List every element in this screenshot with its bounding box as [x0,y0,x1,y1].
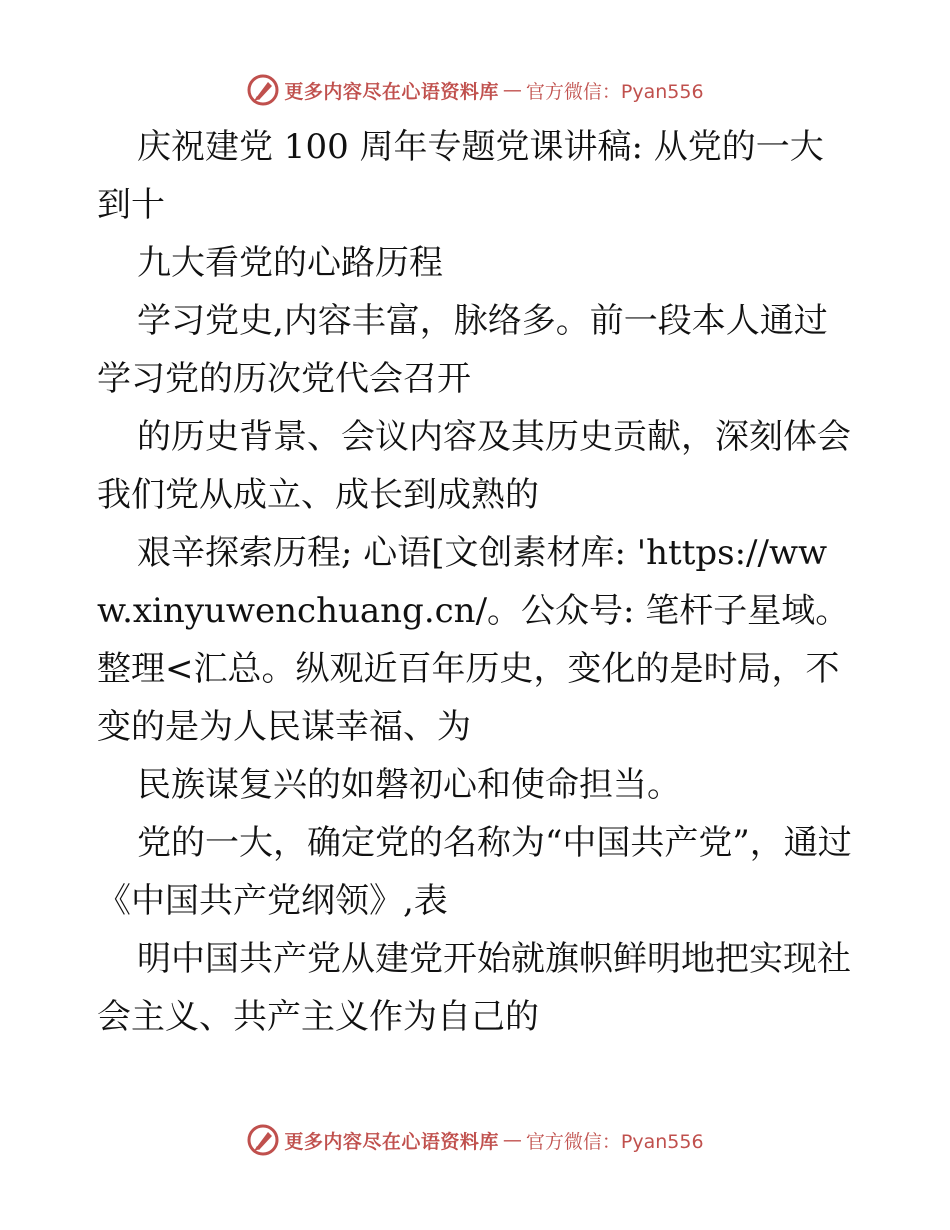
banner-slogan: 更多内容尽在心语资料库 [284,80,499,103]
document-title: 庆祝建党 100 周年专题党课讲稿: 从党的一大到十 [97,127,824,225]
banner-separator: — [502,1129,522,1151]
pen-nib-logo-icon [246,73,280,107]
banner-contact: 官方微信：Pyan556 [525,1130,704,1153]
paragraph: 党的一大，确定党的名称为“中国共产党”，通过《中国共产党纲领》,表 [97,823,852,921]
paragraph: 的历史背景、会议内容及其历史贡献，深刻体会我们党从成立、成长到成熟的 [97,417,851,515]
header-banner [0,70,950,110]
document-body [97,118,857,1046]
paragraph: 九大看党的心路历程 [137,243,443,283]
paragraph: 学习党史,内容丰富，脉络多。前一段本人通过学习党的历次党代会召开 [97,301,828,399]
banner-contact: 官方微信：Pyan556 [525,80,704,103]
paragraph: 艰辛探索历程; 心语[文创素材库: 'https://www.xinyuwenchuang.cn/。公众号: 笔杆子星域。整理<汇总。纵观近百年历史，变化的是时局，不变的是为人民谋幸福、为 [97,533,850,747]
pen-nib-logo-icon [246,1123,280,1157]
banner-separator: — [502,79,522,101]
paragraph: 民族谋复兴的如磐初心和使命担当。 [137,765,681,805]
banner-slogan: 更多内容尽在心语资料库 [284,1130,499,1153]
footer-banner [0,1120,950,1160]
paragraph: 明中国共产党从建党开始就旗帜鲜明地把实现社会主义、共产主义作为自己的 [97,939,851,1037]
